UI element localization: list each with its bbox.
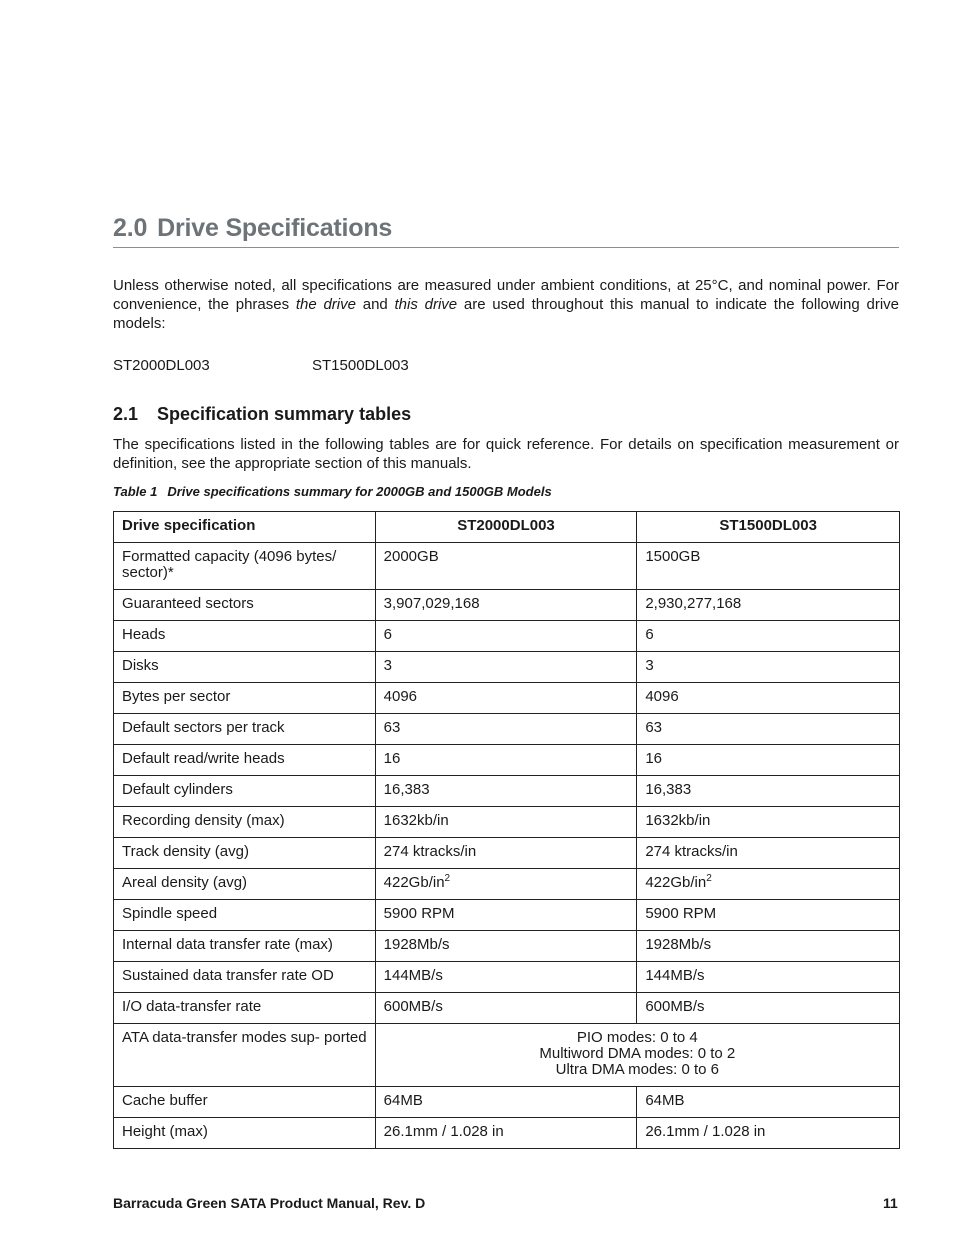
table-header-row	[114, 512, 900, 543]
spec-label: Default cylinders	[114, 776, 376, 807]
spec-label: Internal data transfer rate (max)	[114, 931, 376, 962]
spec-value: 16,383	[637, 776, 900, 807]
spec-value: 4096	[637, 683, 900, 714]
spec-value: 274 ktracks/in	[637, 838, 900, 869]
table-row	[114, 714, 900, 745]
table-row	[114, 1118, 900, 1149]
table-row	[114, 621, 900, 652]
spec-value: 64MB	[375, 1087, 637, 1118]
spec-value: 144MB/s	[637, 962, 900, 993]
table-row	[114, 745, 900, 776]
spec-value: 6	[637, 621, 900, 652]
table-row	[114, 962, 900, 993]
intro-paragraph	[113, 276, 899, 333]
subsection-heading	[113, 404, 411, 425]
spec-label: Default read/write heads	[114, 745, 376, 776]
spec-value: 26.1mm / 1.028 in	[375, 1118, 637, 1149]
spec-value: 274 ktracks/in	[375, 838, 637, 869]
spec-value: 16	[375, 745, 637, 776]
spec-label: Guaranteed sectors	[114, 590, 376, 621]
subsection-number: 2.1	[113, 404, 139, 424]
spec-label: I/O data-transfer rate	[114, 993, 376, 1024]
table-row	[114, 1087, 900, 1118]
model-name: ST1500DL003	[312, 357, 409, 374]
model-name: ST2000DL003	[113, 357, 210, 374]
spec-label: Spindle speed	[114, 900, 376, 931]
spec-value: 26.1mm / 1.028 in	[637, 1118, 900, 1149]
intro-text: and	[355, 296, 395, 313]
spec-value: 6	[375, 621, 637, 652]
subsection-paragraph: The specifications listed in the following tables are for quick reference. For details on specification measurement or definition, see the appropriate section of this manuals.	[113, 436, 899, 472]
table-row	[114, 993, 900, 1024]
page-number: 11	[883, 1195, 898, 1211]
intro-text: are used throughout this manual to indicate the following drive models:	[113, 296, 899, 332]
spec-value: 64MB	[637, 1087, 900, 1118]
table-caption	[113, 484, 552, 499]
table-row	[114, 652, 900, 683]
spec-value	[637, 869, 900, 900]
spec-value: 63	[637, 714, 900, 745]
spec-label: Formatted capacity (4096 bytes/ sector)*	[114, 543, 376, 590]
spec-label: Heads	[114, 621, 376, 652]
spec-value: 5900 RPM	[375, 900, 637, 931]
intro-emphasis: this drive	[394, 296, 458, 313]
table-row	[114, 869, 900, 900]
table-row	[114, 838, 900, 869]
intro-text: Unless otherwise noted, all specifications are measured under ambient conditions, at 25°C, and nominal power. For convenience, the phrases	[113, 277, 899, 313]
table-row	[114, 900, 900, 931]
spec-value: 600MB/s	[637, 993, 900, 1024]
table-row	[114, 683, 900, 714]
spec-value: 2000GB	[375, 543, 637, 590]
spec-table	[113, 511, 900, 1149]
intro-emphasis: the drive	[295, 296, 356, 313]
spec-value: 16,383	[375, 776, 637, 807]
section-title: Drive Specifications	[157, 214, 393, 242]
spec-value: 4096	[375, 683, 637, 714]
table-row	[114, 543, 900, 590]
spec-label: ATA data-transfer modes sup- ported	[114, 1024, 376, 1087]
mode-line: Multiword DMA modes: 0 to 2	[539, 1045, 736, 1062]
spec-label: Bytes per sector	[114, 683, 376, 714]
spec-value: 3	[375, 652, 637, 683]
spec-value: 5900 RPM	[637, 900, 900, 931]
spec-value: 1928Mb/s	[637, 931, 900, 962]
section-heading	[113, 214, 899, 248]
header-cell: Drive specification	[114, 512, 376, 543]
spec-value: 1632kb/in	[375, 807, 637, 838]
spec-value: 600MB/s	[375, 993, 637, 1024]
spec-label: Disks	[114, 652, 376, 683]
spec-value-merged	[375, 1024, 899, 1087]
header-cell: ST1500DL003	[637, 512, 900, 543]
spec-label: Recording density (max)	[114, 807, 376, 838]
spec-value: 144MB/s	[375, 962, 637, 993]
spec-value	[375, 869, 637, 900]
spec-label: Cache buffer	[114, 1087, 376, 1118]
section-number: 2.0	[113, 214, 148, 242]
spec-value: 1632kb/in	[637, 807, 900, 838]
spec-label: Height (max)	[114, 1118, 376, 1149]
spec-label: Track density (avg)	[114, 838, 376, 869]
table-caption-label: Table 1	[113, 484, 158, 499]
spec-value: 3,907,029,168	[375, 590, 637, 621]
spec-value-text: 422Gb/in	[383, 874, 445, 891]
table-caption-text: Drive specifications summary for 2000GB and 1500GB Models	[167, 484, 552, 499]
spec-label: Sustained data transfer rate OD	[114, 962, 376, 993]
table-row	[114, 590, 900, 621]
spec-value: 1928Mb/s	[375, 931, 637, 962]
spec-label: Areal density (avg)	[114, 869, 376, 900]
table-row	[114, 931, 900, 962]
spec-value: 1500GB	[637, 543, 900, 590]
spec-value-text: 422Gb/in	[645, 874, 707, 891]
table-row	[114, 1024, 900, 1087]
subsection-title: Specification summary tables	[157, 404, 412, 424]
superscript: 2	[444, 873, 451, 884]
spec-value: 63	[375, 714, 637, 745]
spec-value: 16	[637, 745, 900, 776]
spec-value: 3	[637, 652, 900, 683]
header-cell: ST2000DL003	[375, 512, 637, 543]
spec-value: 2,930,277,168	[637, 590, 900, 621]
superscript: 2	[706, 873, 712, 884]
footer-title: Barracuda Green SATA Product Manual, Rev. D	[113, 1195, 426, 1211]
mode-line: PIO modes: 0 to 4	[576, 1029, 698, 1046]
table-row	[114, 807, 900, 838]
spec-label: Default sectors per track	[114, 714, 376, 745]
table-row	[114, 776, 900, 807]
mode-line: Ultra DMA modes: 0 to 6	[555, 1061, 720, 1078]
